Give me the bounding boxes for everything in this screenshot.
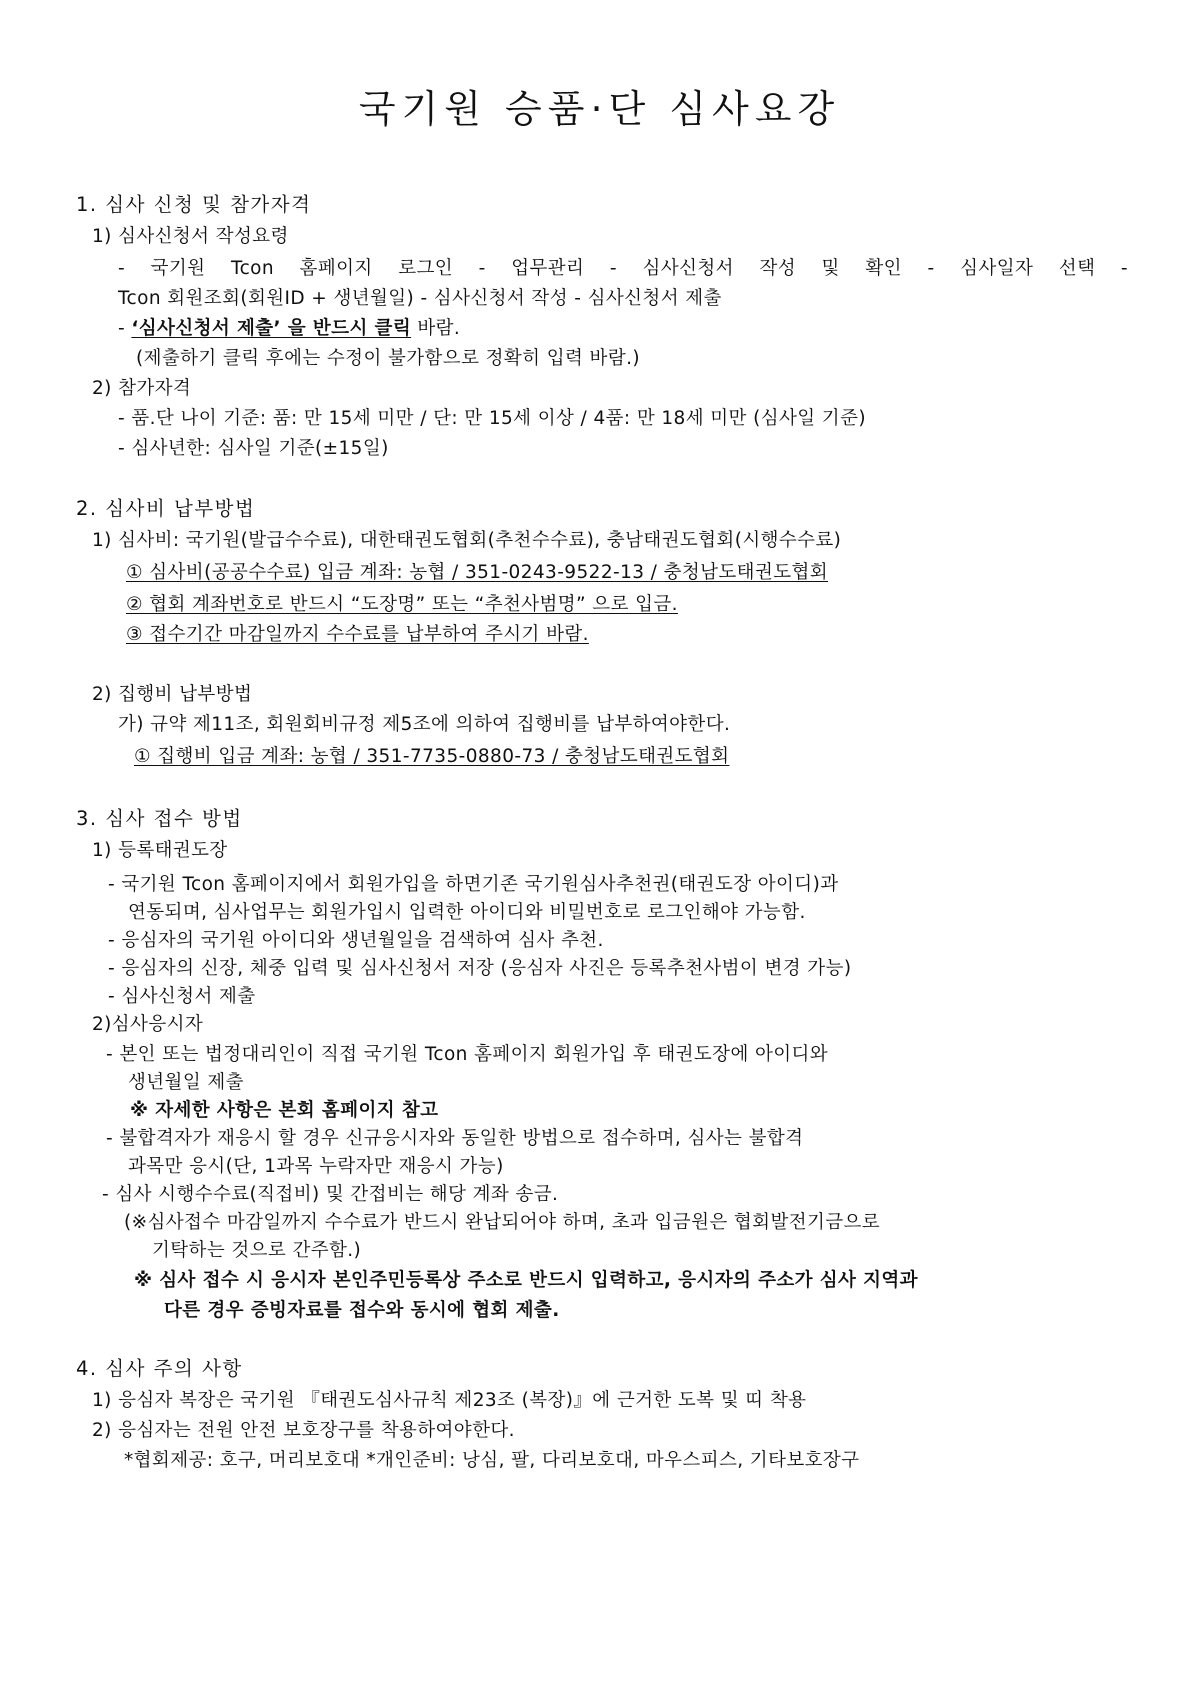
section-2-line-4: 가) 규약 제11조, 회원회비규정 제5조에 의하여 집행비를 납부하여야한다. [118, 714, 731, 735]
section-4-heading: 4. 심사 주의 사항 [76, 1357, 243, 1380]
section-1-sub-1: 1) 심사신청서 작성요령 [92, 226, 289, 247]
section-3-sub-1: 1) 등록태권도장 [92, 840, 228, 861]
homepage-reference-note: ※ 자세한 사항은 본회 홈페이지 참고 [130, 1100, 439, 1121]
deadline-line: ③ 접수기간 마감일까지 수수료를 납부하여 주시기 바람. [126, 624, 589, 645]
address-warning-note: ※ 심사 접수 시 응시자 본인주민등록상 주소로 반드시 입력하고, 응시자의 주소가 심사 지역과 [134, 1270, 918, 1291]
section-1-heading: 1. 심사 신청 및 참가자격 [76, 193, 312, 216]
section-3-line-5: - 심사신청서 제출 [108, 986, 256, 1007]
section-4-line-1: 1) 응심자 복장은 국기원 『태권도심사규칙 제23조 (복장)』에 근거한 도복 및 띠 착용 [92, 1390, 807, 1411]
fee-account-line: ① 심사비(공공수수료) 입금 계좌: 농협 / 351-0243-9522-13 / 충청남도태권도협회 [126, 562, 829, 583]
section-4-line-2: 2) 응심자는 전원 안전 보호장구를 착용하여야한다. [92, 1420, 515, 1441]
section-2-heading: 2. 심사비 납부방법 [76, 497, 256, 520]
section-1-line-3-dash: - [118, 318, 132, 339]
section-1-line-5: - 품.단 나이 기준: 품: 만 15세 미만 / 단: 만 15세 이상 / 4품: 만 18세 미만 (심사일 기준) [118, 408, 866, 429]
section-3-line-9: - 불합격자가 재응시 할 경우 신규응시자와 동일한 방법으로 접수하며, 심사는 불합격 [106, 1128, 804, 1149]
section-3-line-11: - 심사 시행수수료(직접비) 및 간접비는 해당 계좌 송금. [102, 1184, 559, 1205]
section-1-line-3 [118, 316, 460, 342]
section-3-heading: 3. 심사 접수 방법 [76, 807, 243, 830]
section-3-line-6: - 본인 또는 법정대리인이 직접 국기원 Tcon 홈페이지 회원가입 후 태권도장에 아이디와 [106, 1044, 829, 1065]
page-title: 국기원 승품·단 심사요강 [358, 87, 841, 131]
section-3-line-4: - 응심자의 신장, 체중 입력 및 심사신청서 저장 (응심자 사진은 등록추천사범이 변경 가능) [108, 958, 852, 979]
exec-fee-account-line: ① 집행비 입금 계좌: 농협 / 351-7735-0880-73 / 충청남도태권도협회 [134, 746, 730, 767]
section-3-sub-2: 2)심사응시자 [92, 1014, 204, 1035]
section-1-line-6: - 심사년한: 심사일 기준(±15일) [118, 438, 389, 459]
address-warning-note-cont: 다른 경우 증빙자료를 접수와 동시에 협회 제출. [164, 1300, 560, 1321]
deposit-name-line: ② 협회 계좌번호로 반드시 “도장명” 또는 “추천사범명” 으로 입금. [126, 594, 678, 615]
section-3-line-1: - 국기원 Tcon 홈페이지에서 회원가입을 하면기존 국기원심사추천권(태권도장 아이디)과 [108, 874, 839, 895]
section-3-line-3: - 응심자의 국기원 아이디와 생년월일을 검색하여 심사 추천. [108, 930, 604, 951]
submit-emphasis-text: ‘심사신청서 제출’ 을 반드시 클릭 [131, 318, 412, 339]
section-3-line-2: 연동되며, 심사업무는 회원가입시 입력한 아이디와 비밀번호로 로그인해야 가능함. [128, 902, 806, 923]
section-3-line-12: (※심사접수 마감일까지 수수료가 반드시 완납되어야 하며, 초과 입금원은 협회발전기금으로 [124, 1212, 881, 1233]
section-1-line-2: Tcon 회원조회(회원ID + 생년월일) - 심사신청서 작성 - 심사신청서 제출 [118, 288, 722, 309]
section-2-sub-1: 1) 심사비: 국기원(발급수수료), 대한태권도협회(추천수수료), 충남태권도협회(시행수수료) [92, 530, 842, 551]
section-1-line-3-rest: 바람. [411, 318, 461, 339]
section-4-line-3: *협회제공: 호구, 머리보호대 *개인준비: 낭심, 팔, 다리보호대, 마우스피스, 기타보호장구 [124, 1450, 860, 1471]
section-1-line-1-text: - 국기원 Tcon 홈페이지 로그인 - 업무관리 - 심사신청서 작성 및 확인 - 심사일자 선택 - [118, 258, 1128, 279]
section-3-line-7: 생년월일 제출 [128, 1072, 244, 1093]
section-1-line-1 [118, 256, 1128, 282]
section-1-sub-2: 2) 참가자격 [92, 378, 192, 399]
section-3-line-13: 기탁하는 것으로 간주함.) [152, 1240, 362, 1261]
section-2-sub-2: 2) 집행비 납부방법 [92, 684, 253, 705]
section-1-line-4: (제출하기 클릭 후에는 수정이 불가함으로 정확히 입력 바람.) [136, 348, 640, 369]
section-3-line-10: 과목만 응시(단, 1과목 누락자만 재응시 가능) [128, 1156, 504, 1177]
